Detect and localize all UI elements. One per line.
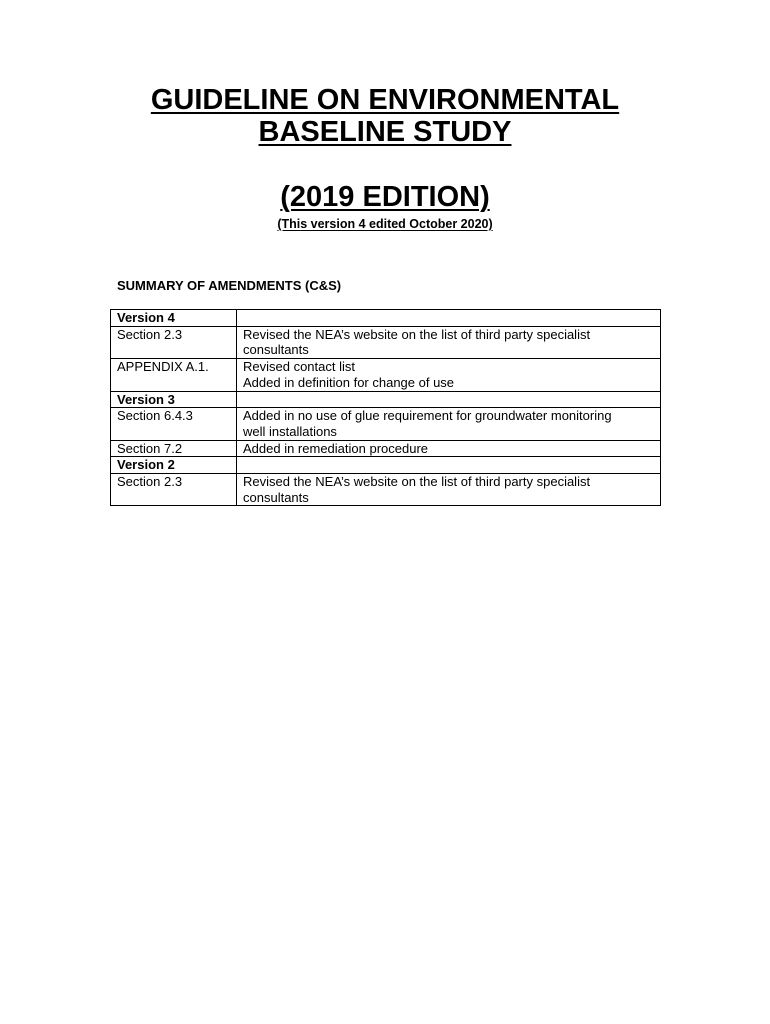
change-text: well installations: [243, 423, 337, 439]
section-label: Section 2.3: [111, 474, 237, 506]
section-label: APPENDIX A.1.: [111, 359, 237, 391]
table-row: [111, 474, 661, 506]
version-label: Version 3: [111, 391, 237, 408]
change-text: Revised the NEA’s website on the list of third party specialist: [243, 326, 591, 342]
change-cell: [237, 359, 661, 391]
table-row: [111, 408, 661, 440]
change-cell: [237, 310, 661, 327]
edition-heading: [0, 181, 770, 213]
change-cell: [237, 474, 661, 506]
change-text: Revised contact list: [243, 359, 355, 375]
summary-heading: SUMMARY OF AMENDMENTS (C&S): [117, 278, 342, 293]
table-row: [111, 391, 661, 408]
table-row: [111, 326, 661, 358]
version-note-text: (This version 4 edited October 2020): [277, 217, 493, 231]
change-cell: [237, 326, 661, 358]
version-note: [0, 216, 770, 232]
version-label: Version 4: [111, 310, 237, 327]
table-row: [111, 440, 661, 457]
change-text: consultants: [243, 342, 309, 358]
amendments-table: [110, 309, 661, 506]
table-row: [111, 310, 661, 327]
change-text: Added in remediation procedure: [243, 440, 429, 456]
change-cell: [237, 440, 661, 457]
change-text: Added in definition for change of use: [243, 374, 455, 390]
section-label: Section 2.3: [111, 326, 237, 358]
section-label: Section 6.4.3: [111, 408, 237, 440]
change-cell: [237, 391, 661, 408]
title-line-2: BASELINE STUDY: [258, 116, 512, 148]
document-title: [0, 84, 770, 148]
change-text: Added in no use of glue requirement for groundwater monitoring: [243, 408, 612, 424]
title-line-1: GUIDELINE ON ENVIRONMENTAL: [150, 84, 620, 116]
change-text: Revised the NEA’s website on the list of third party specialist: [243, 474, 591, 490]
edition-text: (2019 EDITION): [280, 181, 490, 213]
table-row: [111, 457, 661, 474]
change-cell: [237, 457, 661, 474]
version-label: Version 2: [111, 457, 237, 474]
change-text: consultants: [243, 489, 309, 505]
change-cell: [237, 408, 661, 440]
section-label: Section 7.2: [111, 440, 237, 457]
table-row: [111, 359, 661, 391]
